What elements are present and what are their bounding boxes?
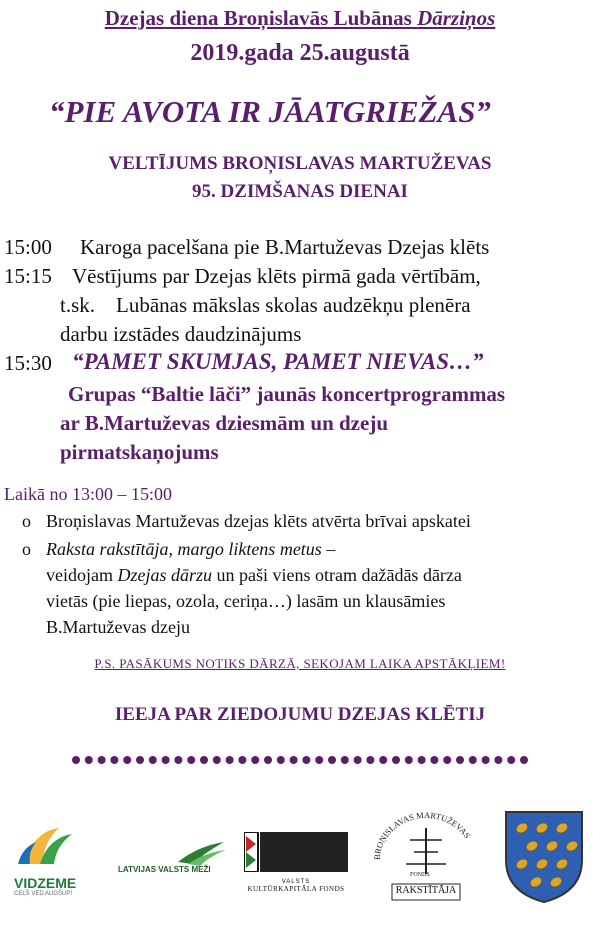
divider-dot xyxy=(302,756,310,764)
divider-dot xyxy=(72,756,80,764)
program-text-3-line1: Grupas “Baltie lāči” jaunās koncertprogrammas xyxy=(68,382,506,406)
divider-dot xyxy=(494,756,502,764)
fonds-arc-text: BROŅISLAVAS MARTUŽEVAS xyxy=(371,812,473,861)
bullet-2-marker: o xyxy=(22,539,31,559)
decorative-dot-divider xyxy=(70,752,530,768)
bullet-2-title-italic: Raksta rakstītāja, margo liktens metus xyxy=(46,539,322,559)
vidzeme-logo-text: VIDZEME xyxy=(14,875,77,891)
fonds-name: RAKSTĪTĀJA xyxy=(395,885,457,896)
program-text-1: Karoga pacelšana pie B.Martuževas Dzejas klēts xyxy=(80,235,490,259)
title-italic-text: Dārziņos xyxy=(417,6,496,30)
divider-dot xyxy=(264,756,272,764)
divider-dot xyxy=(277,756,285,764)
divider-dot xyxy=(123,756,131,764)
divider-dot xyxy=(226,756,234,764)
vidzeme-logo-sub: CEĻŠ VED AUGŠUP! xyxy=(14,891,73,897)
lvm-logo xyxy=(118,840,228,880)
divider-dot xyxy=(456,756,464,764)
divider-dot xyxy=(507,756,515,764)
divider-dot xyxy=(251,756,259,764)
divider-dot xyxy=(290,756,298,764)
divider-dot xyxy=(520,756,528,764)
bullet-1-text: Broņislavas Martuževas dzejas klēts atvērta brīvai apskatei xyxy=(46,511,471,531)
divider-dot xyxy=(85,756,93,764)
dedication-line-2: 95. DZIMŠANAS DIENAI xyxy=(192,181,408,202)
bullet-2-line1 xyxy=(46,562,462,588)
divider-dot xyxy=(418,756,426,764)
lvm-logo-text: LATVIJAS VALSTS MEŽI xyxy=(118,865,211,874)
divider-dot xyxy=(392,756,400,764)
dedication-line-1: VELTĪJUMS BROŅISLAVAS MARTUŽEVAS xyxy=(108,153,492,174)
vkkf-logo-text-1: VALSTS xyxy=(281,879,311,885)
divider-dot xyxy=(328,756,336,764)
program-item-1 xyxy=(4,233,52,262)
event-motto: “PIE AVOTA IR JĀATGRIEŽAS” xyxy=(49,94,491,129)
program-time-2: 15:15 xyxy=(4,264,52,288)
program-text-3-line3: pirmatskaņojums xyxy=(60,440,219,464)
vkkf-logo xyxy=(244,832,348,892)
divider-dot xyxy=(174,756,182,764)
bullet-2-line1-c: un paši viens otram dažādās dārza xyxy=(212,565,462,585)
event-date: 2019.gada 25.augustā xyxy=(190,40,410,66)
lvm-swoosh-icon xyxy=(118,840,228,866)
divider-dot xyxy=(443,756,451,764)
bullet-2-line1-b: Dzejas dārzu xyxy=(117,565,212,585)
vkkf-emblem-icon xyxy=(244,832,348,872)
divider-dot xyxy=(430,756,438,764)
coat-of-arms-icon xyxy=(502,808,586,904)
divider-dot xyxy=(315,756,323,764)
program-text-3-title: “PAMET SKUMJAS, PAMET NIEVAS…” xyxy=(72,349,484,374)
program-text-2-line2: t.sk. Lubānas mākslas skolas audzēkņu plenēra xyxy=(60,293,471,317)
during-heading: Laikā no 13:00 – 15:00 xyxy=(4,484,172,504)
divider-dot xyxy=(162,756,170,764)
divider-dot xyxy=(98,756,106,764)
entry-note: IEEJA PAR ZIEDOJUMU DZEJAS KLĒTIJ xyxy=(114,704,486,725)
bullet-2-title xyxy=(46,536,335,562)
bullet-2-line1-a: veidojam xyxy=(46,565,118,585)
title-text: Dzejas diena Broņislavās Lubānas xyxy=(104,6,418,30)
event-title xyxy=(0,6,600,31)
program-text-3-line2: ar B.Martuževas dziesmām un dzeju xyxy=(60,411,388,435)
vkkf-logo-text-2: KULTŪRKAPITĀLA FONDS xyxy=(247,885,345,893)
bullet-2-dash: – xyxy=(321,539,336,559)
divider-dot xyxy=(341,756,349,764)
divider-dot xyxy=(200,756,208,764)
fonds-word: FONDS xyxy=(410,872,430,878)
divider-dot xyxy=(366,756,374,764)
divider-dot xyxy=(238,756,246,764)
divider-dot xyxy=(187,756,195,764)
divider-dot xyxy=(354,756,362,764)
program-text-2-line1: Vēstījums par Dzejas klēts pirmā gada vērtībām, xyxy=(72,264,481,288)
martuzeva-fonds-logo xyxy=(370,812,482,902)
bullet-1-marker: o xyxy=(22,511,31,531)
program-time: 15:00 xyxy=(4,235,52,259)
program-time-3: 15:30 xyxy=(4,351,52,375)
lubana-coat-of-arms xyxy=(502,808,586,904)
bullet-2-line2: vietās (pie liepas, ozola, ceriņa…) lasām un klausāmies xyxy=(46,591,446,611)
divider-dot xyxy=(213,756,221,764)
bullet-2-line3: B.Martuževas dzeju xyxy=(46,617,190,637)
vidzeme-logo xyxy=(14,826,84,896)
program-text-2-line3: darbu izstādes daudzinājums xyxy=(60,322,302,346)
divider-dot xyxy=(110,756,118,764)
ps-note: P.S. PASĀKUMS NOTIKS DĀRZĀ, SEKOJAM LAIKA APSTĀKĻIEM! xyxy=(94,656,506,671)
vidzeme-emblem-icon xyxy=(14,826,84,866)
divider-dot xyxy=(136,756,144,764)
divider-dot xyxy=(149,756,157,764)
divider-dot xyxy=(482,756,490,764)
divider-dot xyxy=(379,756,387,764)
divider-dot xyxy=(405,756,413,764)
divider-dot xyxy=(469,756,477,764)
